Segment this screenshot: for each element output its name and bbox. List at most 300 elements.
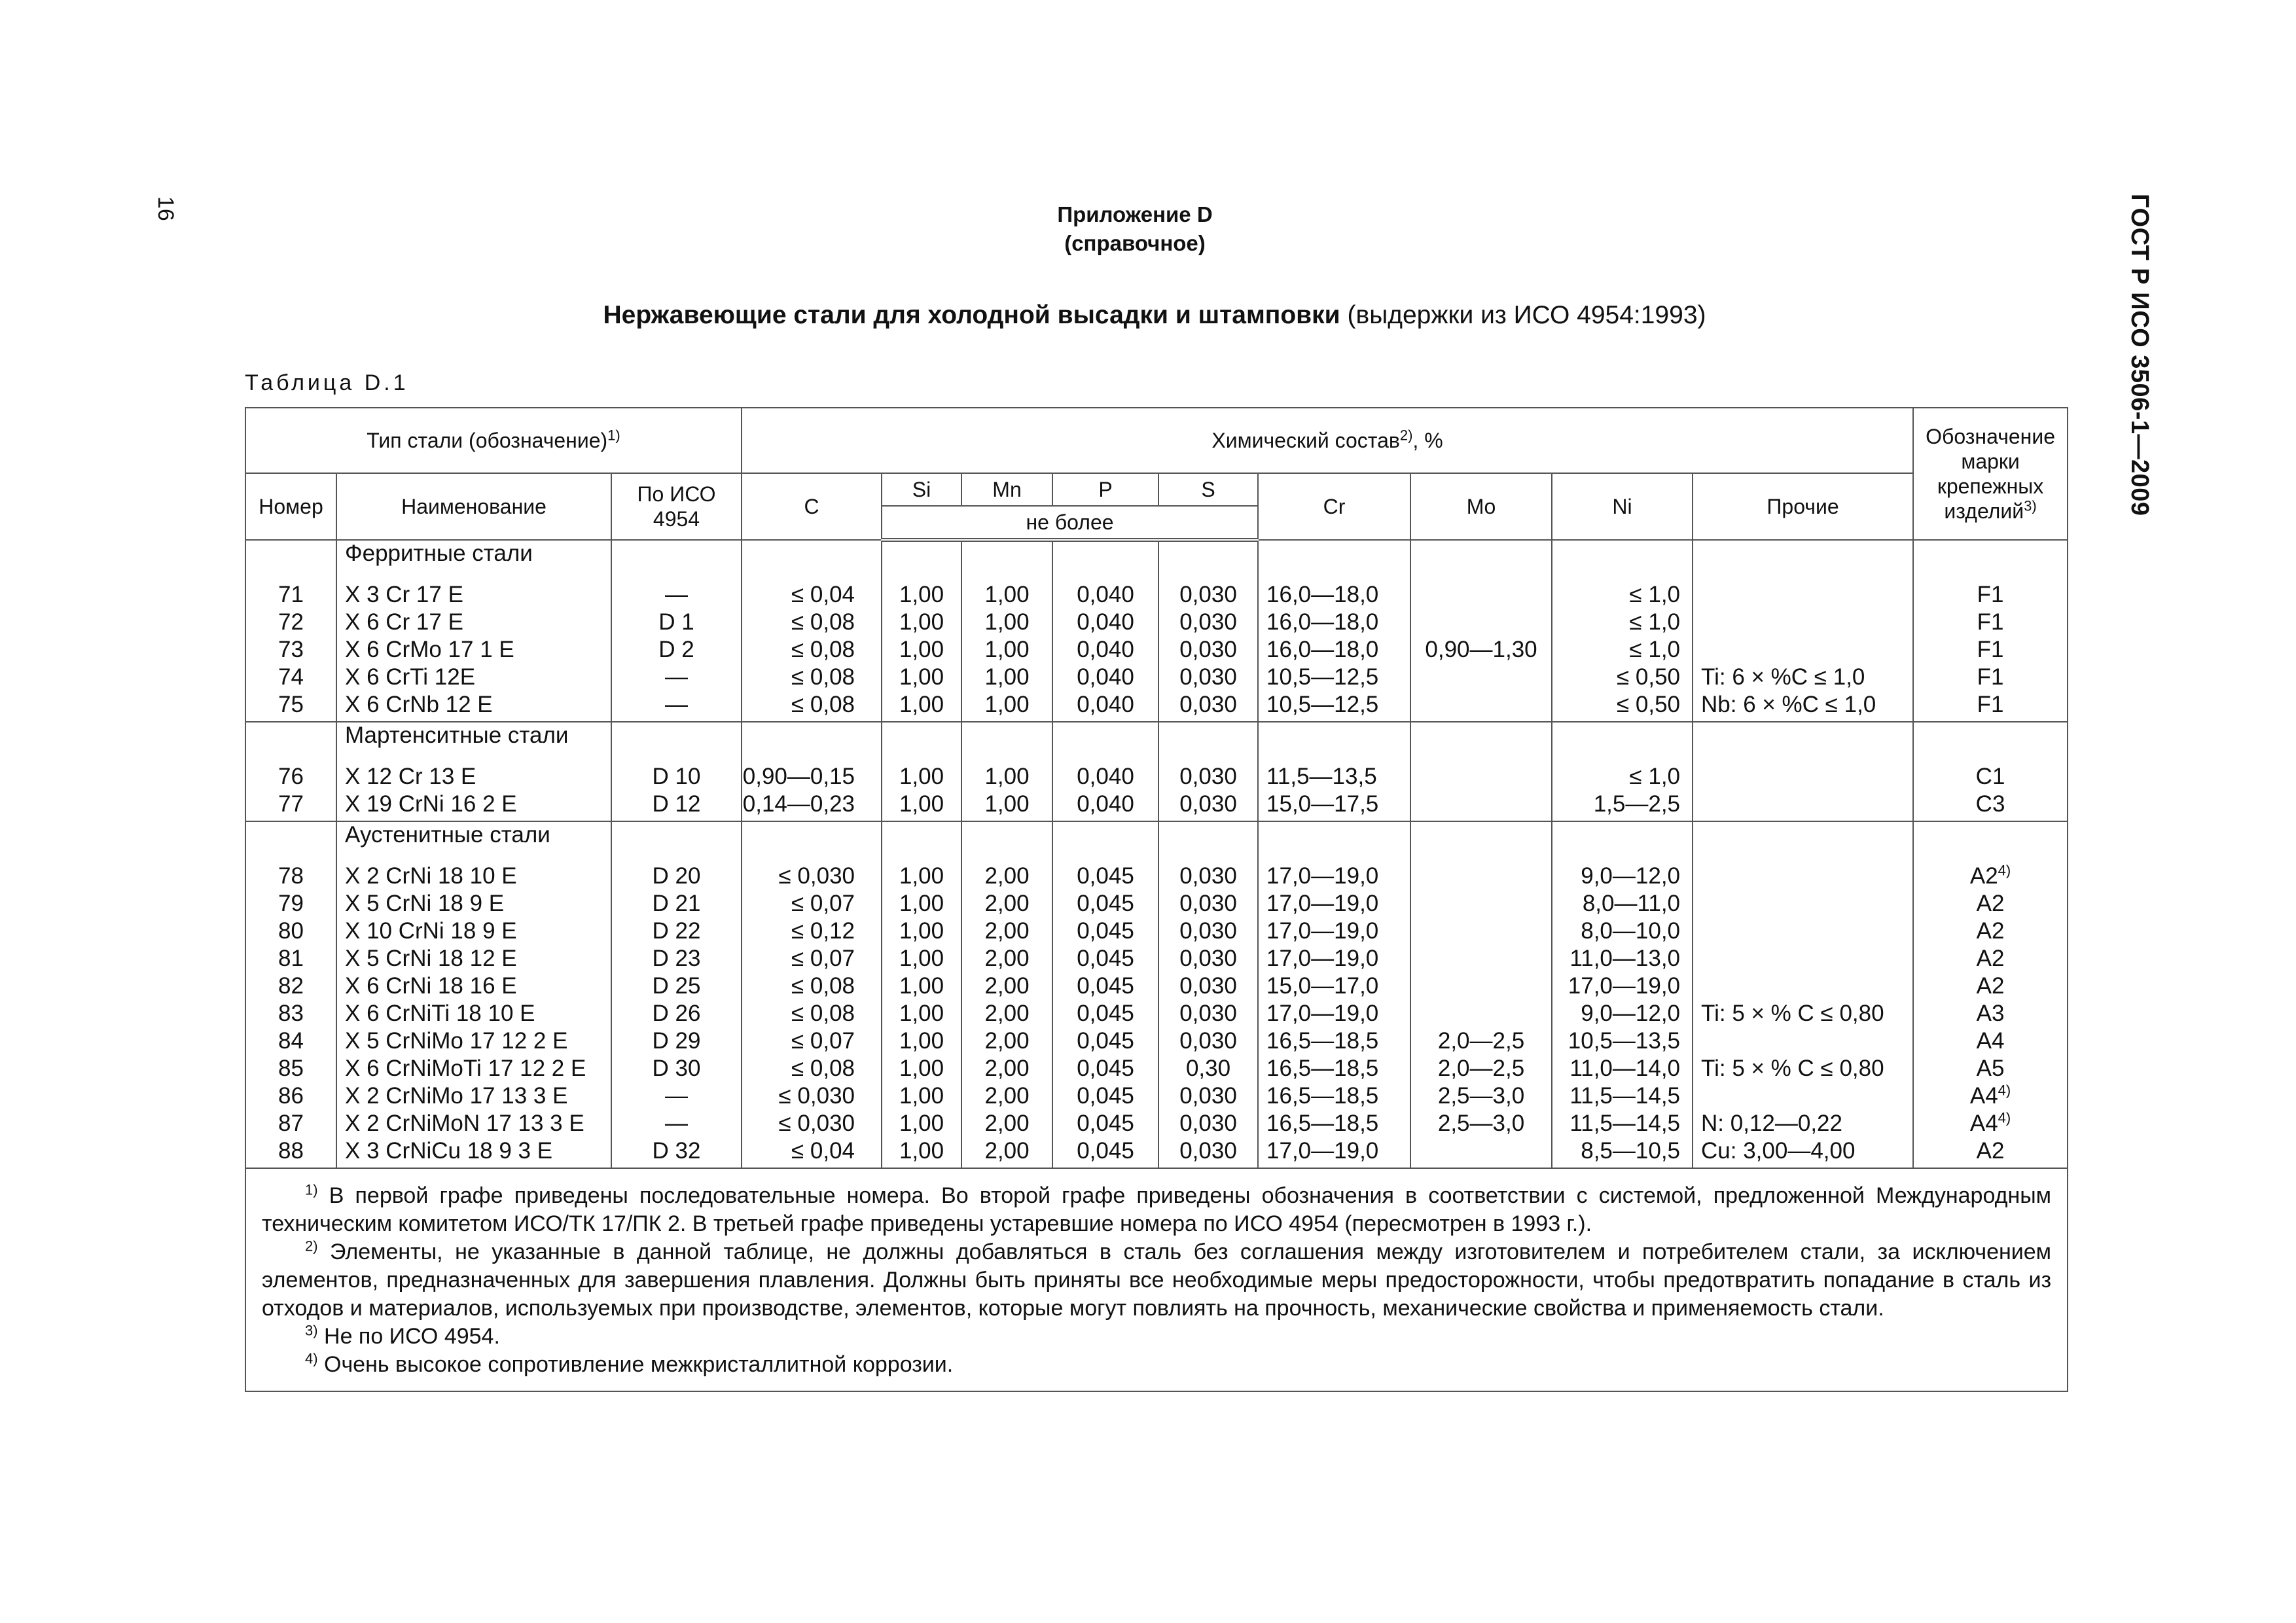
cell-value: D 1 — [658, 609, 694, 635]
cell-mn — [961, 791, 1052, 821]
cell-iso — [611, 664, 742, 691]
standard-designation: ГОСТ Р ИСО 3506-1—2009 — [2126, 194, 2153, 516]
cell-value: 72 — [278, 609, 304, 635]
cell-value: X 12 Cr 13 E — [345, 764, 476, 789]
cell-s — [1158, 918, 1258, 945]
table-row — [245, 1027, 2068, 1055]
cell-no — [245, 763, 336, 791]
cell-p — [1052, 1055, 1158, 1082]
cell-value: 17,0—19,0 — [1266, 918, 1379, 944]
empty-cell — [882, 821, 961, 848]
cell-iso — [611, 763, 742, 791]
cell-name — [336, 1082, 611, 1110]
cell-value: ≤ 0,50 — [1616, 692, 1681, 717]
cell-value: 0,030 — [1179, 791, 1237, 817]
cell-value: X 10 CrNi 18 9 E — [345, 918, 517, 944]
cell-value: 16,5—18,5 — [1266, 1111, 1379, 1136]
cell-p — [1052, 1137, 1158, 1168]
spacer-cell — [1410, 848, 1552, 863]
header-cr: Cr — [1258, 473, 1410, 540]
cell-cr — [1258, 1110, 1410, 1137]
cell-value: Ti: 5 × % C ≤ 0,80 — [1701, 1001, 1884, 1026]
cell-name — [336, 691, 611, 722]
cell-value: 2,00 — [984, 918, 1030, 944]
cell-s — [1158, 1027, 1258, 1055]
cell-ni — [1552, 763, 1693, 791]
table-footnotes — [245, 1168, 2068, 1391]
cell-value: X 6 CrNiMoTi 17 12 2 E — [345, 1056, 586, 1081]
cell-p — [1052, 918, 1158, 945]
cell-ni — [1552, 791, 1693, 821]
cell-c — [742, 1082, 882, 1110]
cell-value: F1 — [1977, 664, 2004, 690]
cell-mn — [961, 636, 1052, 664]
cell-value: D 12 — [652, 791, 701, 817]
cell-no — [245, 918, 336, 945]
cell-s — [1158, 1137, 1258, 1168]
cell-value: 1,00 — [984, 609, 1030, 635]
cell-value: 1,00 — [899, 692, 944, 717]
empty-cell — [245, 540, 336, 567]
cell-mn — [961, 609, 1052, 636]
appendix-subtitle: (справочное) — [1064, 231, 1206, 255]
cell-value: 86 — [278, 1083, 304, 1109]
empty-cell — [742, 722, 882, 749]
cell-value: 0,045 — [1077, 1083, 1134, 1109]
cell-value: 0,040 — [1077, 582, 1134, 607]
cell-value: Cu: 3,00—4,00 — [1701, 1138, 1856, 1164]
cell-mo — [1410, 1137, 1552, 1168]
cell-value: D 29 — [652, 1028, 701, 1054]
cell-value: 11,0—13,0 — [1570, 946, 1681, 971]
cell-name — [336, 945, 611, 972]
cell-value: 0,030 — [1179, 891, 1237, 916]
cell-value: 79 — [278, 891, 304, 916]
cell-s — [1158, 581, 1258, 609]
cell-iso — [611, 691, 742, 722]
mark-footnote-ref: 4) — [1998, 1109, 2011, 1126]
cell-value: 1,00 — [984, 637, 1030, 662]
cell-value: 1,00 — [984, 582, 1030, 607]
cell-name — [336, 863, 611, 890]
cell-s — [1158, 972, 1258, 1000]
cell-value: 0,030 — [1179, 692, 1237, 717]
cell-value: F1 — [1977, 582, 2004, 607]
cell-other — [1693, 763, 1913, 791]
cell-mn — [961, 1137, 1052, 1168]
empty-cell — [742, 540, 882, 567]
spacer-cell — [1158, 848, 1258, 863]
cell-value: F1 — [1977, 637, 2004, 662]
cell-c — [742, 945, 882, 972]
table-row — [245, 890, 2068, 918]
group-title: Аустенитные стали — [336, 821, 611, 848]
cell-value: 0,040 — [1077, 692, 1134, 717]
cell-value: 2,0—2,5 — [1437, 1028, 1525, 1054]
empty-cell — [1913, 540, 2068, 567]
cell-value: 2,00 — [984, 863, 1030, 889]
footnote-text: Элементы, не указанные в данной таблице, не должны добавляться в сталь без соглашения между изготовителем и потребителем стали, за исключением элементов, предназначенных для завершения плавления. Должны быть приняты все необходимые меры предосторожности, чтобы предотвратить попадание в сталь из отходов и материалов, используемых при производстве, элементов, которые могут повлиять на прочность, механические свойства и применяемость стали. — [262, 1240, 2052, 1321]
cell-value: 16,0—18,0 — [1266, 609, 1379, 635]
table-row — [245, 1000, 2068, 1027]
cell-p — [1052, 763, 1158, 791]
cell-mo — [1410, 1082, 1552, 1110]
group-spacer — [245, 848, 2068, 863]
table-row — [245, 945, 2068, 972]
cell-value: 0,030 — [1179, 609, 1237, 635]
cell-ni — [1552, 890, 1693, 918]
cell-value: 1,00 — [899, 1001, 944, 1026]
cell-value: 2,00 — [984, 973, 1030, 999]
cell-value: 1,00 — [984, 692, 1030, 717]
cell-mn — [961, 918, 1052, 945]
cell-mark — [1913, 609, 2068, 636]
cell-name — [336, 972, 611, 1000]
cell-mark — [1913, 1137, 2068, 1168]
cell-value: D 2 — [658, 637, 694, 662]
cell-c — [742, 1110, 882, 1137]
table-row — [245, 972, 2068, 1000]
cell-value: 16,0—18,0 — [1266, 582, 1379, 607]
cell-value: 1,00 — [984, 764, 1030, 789]
cell-si — [882, 945, 961, 972]
cell-value: A2 — [1976, 891, 2005, 916]
cell-mark — [1913, 863, 2068, 890]
cell-c — [742, 972, 882, 1000]
empty-cell — [1052, 821, 1158, 848]
cell-mark — [1913, 791, 2068, 821]
cell-value: 8,0—11,0 — [1582, 891, 1681, 916]
cell-cr — [1258, 1137, 1410, 1168]
group-spacer — [245, 749, 2068, 763]
header-p: P — [1052, 473, 1158, 506]
cell-mn — [961, 763, 1052, 791]
cell-value: 75 — [278, 692, 304, 717]
spacer-cell — [245, 567, 336, 581]
cell-value: 10,5—12,5 — [1266, 692, 1379, 717]
cell-value: Ti: 5 × % C ≤ 0,80 — [1701, 1056, 1884, 1081]
spacer-cell — [882, 567, 961, 581]
header-s: S — [1158, 473, 1258, 506]
cell-value: 0,030 — [1179, 1111, 1237, 1136]
cell-other — [1693, 636, 1913, 664]
cell-no — [245, 636, 336, 664]
title-rest: (выдержки из ИСО 4954:1993) — [1340, 301, 1706, 329]
cell-value: ≤ 0,07 — [791, 891, 855, 916]
cell-value: — — [665, 1111, 688, 1136]
cell-value: D 10 — [652, 764, 701, 789]
empty-cell — [1258, 540, 1410, 567]
cell-value: 10,5—13,5 — [1568, 1028, 1681, 1054]
cell-value: X 2 CrNiMoN 17 13 3 E — [345, 1111, 584, 1136]
cell-name — [336, 1137, 611, 1168]
cell-value: 0,045 — [1077, 1056, 1134, 1081]
cell-value: A2 — [1976, 1138, 2005, 1164]
cell-name — [336, 1055, 611, 1082]
cell-name — [336, 1110, 611, 1137]
cell-cr — [1258, 918, 1410, 945]
empty-cell — [1693, 722, 1913, 749]
cell-p — [1052, 791, 1158, 821]
cell-other — [1693, 1137, 1913, 1168]
cell-value: 1,00 — [899, 664, 944, 690]
cell-value: 0,045 — [1077, 918, 1134, 944]
spacer-cell — [1052, 749, 1158, 763]
cell-mo — [1410, 918, 1552, 945]
cell-mo — [1410, 581, 1552, 609]
title-bold: Нержавеющие стали для холодной высадки и штамповки — [603, 301, 1340, 329]
cell-value: 1,00 — [899, 918, 944, 944]
cell-value: 1,00 — [899, 1083, 944, 1109]
cell-value: 0,045 — [1077, 1001, 1134, 1026]
cell-value: ≤ 0,030 — [778, 1083, 855, 1109]
cell-cr — [1258, 945, 1410, 972]
header-chem: Химический состав$^{2)}$, % — [742, 408, 1913, 473]
cell-no — [245, 791, 336, 821]
cell-name — [336, 1027, 611, 1055]
cell-no — [245, 945, 336, 972]
cell-value: 0,040 — [1077, 764, 1134, 789]
cell-cr — [1258, 972, 1410, 1000]
cell-mo — [1410, 863, 1552, 890]
cell-no — [245, 664, 336, 691]
cell-no — [245, 1000, 336, 1027]
empty-cell — [611, 722, 742, 749]
cell-si — [882, 972, 961, 1000]
cell-other — [1693, 863, 1913, 890]
cell-value: A2 — [1969, 863, 1998, 889]
cell-s — [1158, 609, 1258, 636]
cell-value: 1,00 — [899, 582, 944, 607]
cell-value: 17,0—19,0 — [1266, 946, 1379, 971]
cell-value: X 6 CrNi 18 16 E — [345, 973, 517, 999]
cell-value: 9,0—12,0 — [1581, 1001, 1681, 1026]
spacer-cell — [336, 749, 611, 763]
cell-other — [1693, 581, 1913, 609]
cell-value: 0,030 — [1179, 1028, 1237, 1054]
group-title: Мартенситные стали — [336, 722, 611, 749]
spacer-cell — [742, 749, 882, 763]
cell-value: ≤ 0,07 — [791, 1028, 855, 1054]
cell-value: 0,030 — [1179, 973, 1237, 999]
spacer-cell — [742, 567, 882, 581]
cell-p — [1052, 636, 1158, 664]
cell-value: 2,5—3,0 — [1437, 1083, 1525, 1109]
cell-value: ≤ 0,08 — [791, 1001, 855, 1026]
table-row — [245, 1110, 2068, 1137]
cell-value: 0,030 — [1179, 1001, 1237, 1026]
empty-cell — [1258, 722, 1410, 749]
empty-cell — [1552, 722, 1693, 749]
empty-cell — [1258, 821, 1410, 848]
cell-p — [1052, 664, 1158, 691]
spacer-cell — [611, 848, 742, 863]
footnote-text: В первой графе приведены последовательные номера. Во второй графе приведены обозначения в соответствии с системой, предложенной Международным техническим комитетом ИСО/ТК 17/ПК 2. В третьей графе приведены устаревшие номера по ИСО 4954 (пересмотрен в 1993 г.). — [262, 1183, 2052, 1236]
cell-no — [245, 1027, 336, 1055]
cell-value: 0,045 — [1077, 973, 1134, 999]
empty-cell — [882, 540, 961, 567]
cell-value: ≤ 0,08 — [791, 1056, 855, 1081]
empty-cell — [1052, 722, 1158, 749]
cell-cr — [1258, 636, 1410, 664]
cell-other — [1693, 1000, 1913, 1027]
table-row — [245, 1137, 2068, 1168]
empty-cell — [1693, 821, 1913, 848]
cell-value: C1 — [1975, 764, 2005, 789]
spacer-cell — [1693, 567, 1913, 581]
cell-c — [742, 636, 882, 664]
mark-footnote-ref: 4) — [1998, 1082, 2011, 1099]
footnote-mark: 2) — [305, 1238, 318, 1255]
group-title-row — [245, 540, 2068, 567]
cell-value: 1,00 — [899, 1028, 944, 1054]
cell-ni — [1552, 636, 1693, 664]
cell-s — [1158, 691, 1258, 722]
spacer-cell — [1913, 848, 2068, 863]
cell-value: X 2 CrNiMo 17 13 3 E — [345, 1083, 568, 1109]
spacer-cell — [1913, 749, 2068, 763]
spacer-cell — [1158, 749, 1258, 763]
empty-cell — [742, 821, 882, 848]
cell-value: 17,0—19,0 — [1266, 863, 1379, 889]
empty-cell — [611, 821, 742, 848]
spacer-cell — [611, 567, 742, 581]
cell-value: X 6 CrTi 12E — [345, 664, 476, 690]
cell-value: 71 — [278, 582, 304, 607]
cell-value: A2 — [1976, 973, 2005, 999]
cell-c — [742, 1027, 882, 1055]
cell-value: A4 — [1976, 1028, 2005, 1054]
group-title: Ферритные стали — [336, 540, 611, 567]
cell-value: — — [665, 1083, 688, 1109]
footnote — [262, 1182, 2051, 1238]
cell-value: F1 — [1977, 692, 2004, 717]
table-row — [245, 918, 2068, 945]
cell-name — [336, 918, 611, 945]
cell-value: 1,00 — [899, 973, 944, 999]
cell-cr — [1258, 609, 1410, 636]
table-row — [245, 609, 2068, 636]
cell-value: N: 0,12—0,22 — [1701, 1111, 1842, 1136]
cell-value: 0,030 — [1179, 637, 1237, 662]
cell-no — [245, 609, 336, 636]
cell-p — [1052, 1110, 1158, 1137]
cell-p — [1052, 581, 1158, 609]
cell-ni — [1552, 609, 1693, 636]
cell-no — [245, 691, 336, 722]
cell-value: 0,040 — [1077, 791, 1134, 817]
cell-iso — [611, 1137, 742, 1168]
cell-value: 1,00 — [984, 664, 1030, 690]
table-row — [245, 763, 2068, 791]
spacer-cell — [1258, 749, 1410, 763]
cell-si — [882, 763, 961, 791]
cell-ni — [1552, 945, 1693, 972]
footnote-mark: 1) — [305, 1181, 318, 1198]
mark-footnote-ref: 4) — [1998, 862, 2011, 879]
cell-s — [1158, 763, 1258, 791]
cell-ni — [1552, 691, 1693, 722]
header-si: Si — [882, 473, 961, 506]
cell-value: ≤ 0,08 — [791, 637, 855, 662]
cell-iso — [611, 945, 742, 972]
cell-value: 0,90—0,15 — [742, 764, 855, 789]
cell-value: ≤ 1,0 — [1629, 764, 1681, 789]
cell-name — [336, 664, 611, 691]
cell-s — [1158, 1055, 1258, 1082]
cell-other — [1693, 609, 1913, 636]
cell-iso — [611, 863, 742, 890]
empty-cell — [1052, 540, 1158, 567]
footnote-text: Очень высокое сопротивление межкристаллитной коррозии. — [317, 1352, 954, 1377]
cell-iso — [611, 791, 742, 821]
header-other: Прочие — [1693, 473, 1913, 540]
cell-value: X 5 CrNi 18 12 E — [345, 946, 517, 971]
cell-iso — [611, 890, 742, 918]
cell-s — [1158, 863, 1258, 890]
cell-value: 11,0—14,0 — [1570, 1056, 1681, 1081]
cell-value: 2,00 — [984, 1001, 1030, 1026]
cell-value: ≤ 1,0 — [1629, 582, 1681, 607]
cell-value: D 32 — [652, 1138, 701, 1164]
spacer-cell — [1693, 749, 1913, 763]
cell-si — [882, 664, 961, 691]
footnote-indent — [262, 1324, 305, 1349]
cell-value: D 23 — [652, 946, 701, 971]
page-number: 16 — [153, 196, 178, 221]
cell-c — [742, 1055, 882, 1082]
empty-cell — [1158, 722, 1258, 749]
cell-cr — [1258, 581, 1410, 609]
spacer-cell — [1258, 848, 1410, 863]
cell-value: 0,030 — [1179, 946, 1237, 971]
group-title-row — [245, 722, 2068, 749]
cell-value: X 6 CrNiTi 18 10 E — [345, 1001, 535, 1026]
cell-value: 0,045 — [1077, 891, 1134, 916]
cell-value: 0,030 — [1179, 863, 1237, 889]
cell-no — [245, 581, 336, 609]
cell-mo — [1410, 1000, 1552, 1027]
cell-ni — [1552, 1000, 1693, 1027]
cell-value: X 6 CrNb 12 E — [345, 692, 493, 717]
spacer-cell — [1410, 567, 1552, 581]
cell-value: 16,5—18,5 — [1266, 1056, 1379, 1081]
cell-c — [742, 863, 882, 890]
cell-iso — [611, 1000, 742, 1027]
cell-value: 0,045 — [1077, 946, 1134, 971]
cell-value: 1,00 — [899, 863, 944, 889]
cell-name — [336, 1000, 611, 1027]
cell-mark — [1913, 664, 2068, 691]
cell-mn — [961, 664, 1052, 691]
cell-mn — [961, 1027, 1052, 1055]
cell-value: X 3 Cr 17 E — [345, 582, 463, 607]
header-mn: Mn — [961, 473, 1052, 506]
empty-cell — [882, 722, 961, 749]
cell-value: A2 — [1976, 918, 2005, 944]
cell-ni — [1552, 863, 1693, 890]
header-marking: Обозначение марки крепежных изделий$^{3)}$ — [1913, 408, 2068, 540]
cell-ni — [1552, 1055, 1693, 1082]
spacer-cell — [961, 848, 1052, 863]
cell-value: 0,30 — [1185, 1056, 1231, 1081]
cell-value: 88 — [278, 1138, 304, 1164]
cell-c — [742, 609, 882, 636]
table-row — [245, 664, 2068, 691]
cell-value: 1,00 — [899, 1056, 944, 1081]
header-number: Номер — [245, 473, 336, 540]
cell-value: 0,040 — [1077, 609, 1134, 635]
